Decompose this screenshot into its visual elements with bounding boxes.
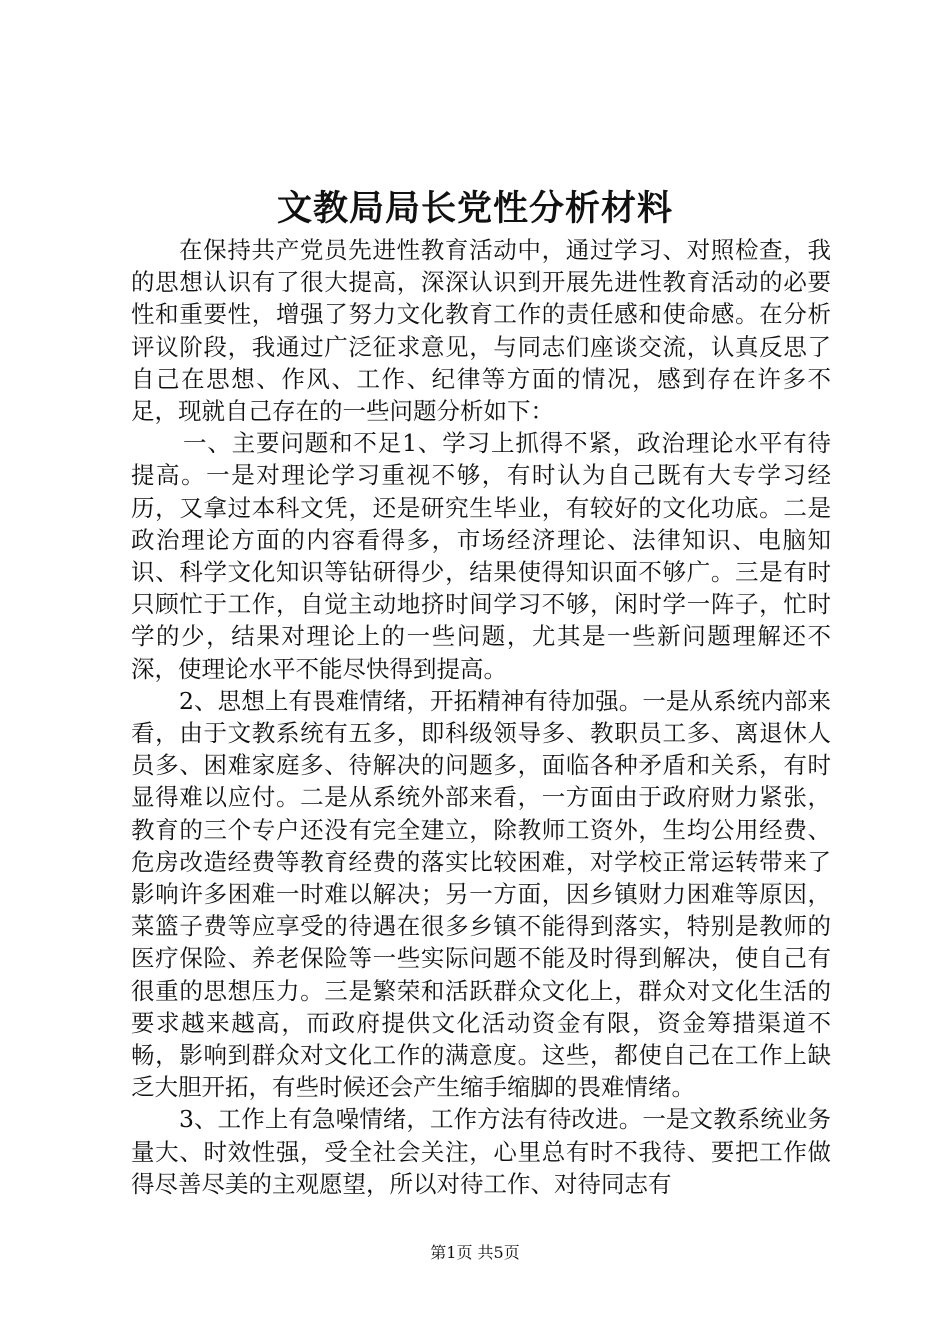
intro-paragraph: 在保持共产党员先进性教育活动中，通过学习、对照检查，我的思想认识有了很大提高，深深认识到开展先进性教育活动的必要性和重要性，增强了努力文化教育工作的责任感和使命感。在分析评议阶段，我通过广泛征求意见，与同志们座谈交流，认真反思了自己在思想、作风、工作、纪律等方面的情况，感到存在许多不足，现就自己存在的一些问题分析如下：: [131, 236, 831, 426]
section-two-paragraph: 2、思想上有畏难情绪，开拓精神有待加强。一是从系统内部来看，由于文教系统有五多，即科级领导多、教职员工多、离退休人员多、困难家庭多、待解决的问题多，面临各种矛盾和关系，有时显得难以应付。二是从系统外部来看，一方面由于政府财力紧张，教育的三个专户还没有完全建立，除教师工资外，生均公用经费、危房改造经费等教育经费的落实比较困难，对学校正常运转带来了影响许多困难一时难以解决；另一方面，因乡镇财力困难等原因，菜篮子费等应享受的待遇在很多乡镇不能得到落实，特别是教师的医疗保险、养老保险等一些实际问题不能及时得到解决，使自己有很重的思想压力。三是繁荣和活跃群众文化上，群众对文化生活的要求越来越高，而政府提供文化活动资金有限，资金筹措渠道不畅，影响到群众对文化工作的满意度。这些，都使自己在工作上缺乏大胆开拓，有些时候还会产生缩手缩脚的畏难情绪。: [131, 686, 831, 1102]
document-title: 文教局局长党性分析材料: [276, 188, 673, 229]
section-one-paragraph: 一、主要问题和不足1、学习上抓得不紧，政治理论水平有待提高。一是对理论学习重视不够，有时认为自己既有大专学习经历，又拿过本科文凭，还是研究生毕业，有较好的文化功底。二是政治理论方面的内容看得多，市场经济理论、法律知识、电脑知识、科学文化知识等钻研得少，结果使得知识面不够广。三是有时只顾忙于工作，自觉主动地挤时间学习不够，闲时学一阵子，忙时学的少，结果对理论上的一些问题，尤其是一些新问题理解还不深，使理论水平不能尽快得到提高。: [131, 429, 831, 683]
document-body: [131, 234, 831, 1200]
page-footer: 第1页 共5页: [430, 1243, 520, 1262]
section-three-paragraph: 3、工作上有急噪情绪，工作方法有待改进。一是文教系统业务量大、时效性强，受全社会关注，心里总有时不我待、要把工作做得尽善尽美的主观愿望，所以对待工作、对待同志有: [131, 1105, 831, 1198]
